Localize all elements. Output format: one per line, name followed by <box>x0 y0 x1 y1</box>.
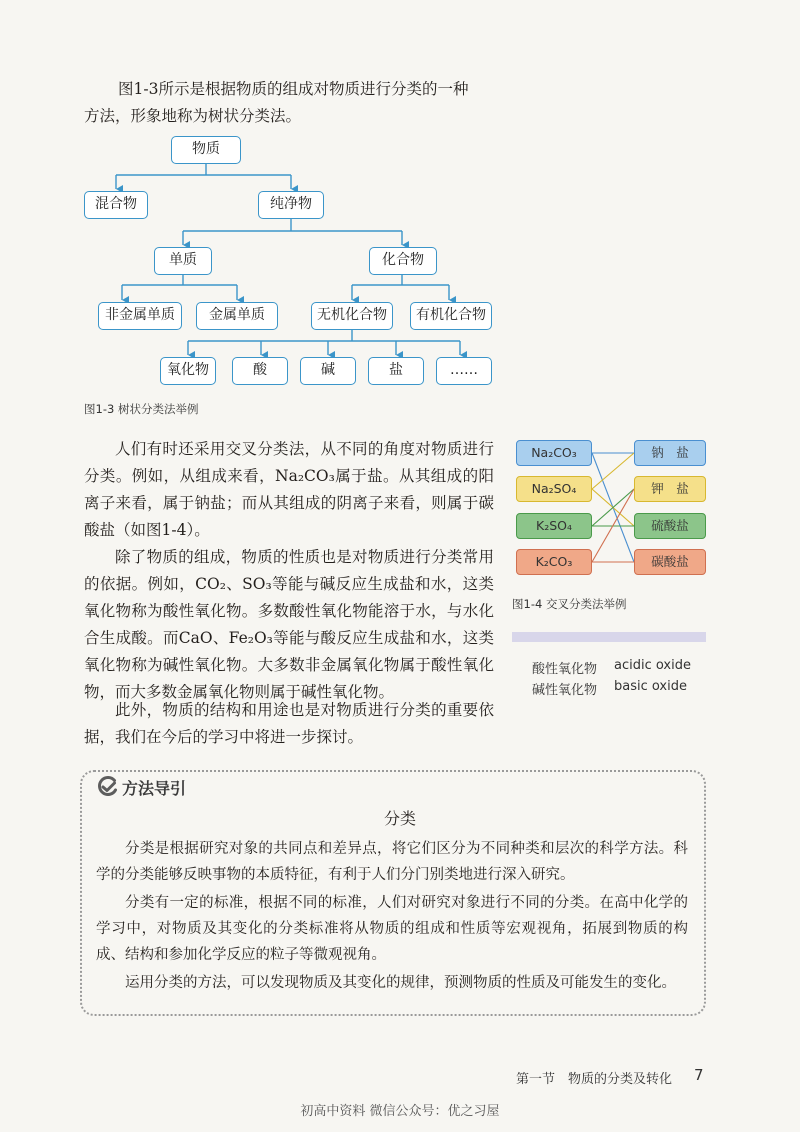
figure-1-4-caption: 图1-4 交叉分类法举例 <box>512 597 627 611</box>
formula-box-k2so4: K₂SO₄ <box>516 513 592 539</box>
tree-node-mixture: 混合物 <box>84 191 148 219</box>
tree-node-metal-element: 金属单质 <box>196 302 278 330</box>
method-guide-label: 方法导引 <box>122 779 187 798</box>
glossary-basic-cn: 碱性氧化物 <box>532 683 598 698</box>
tree-node-organic-compound: 有机化合物 <box>410 302 492 330</box>
class-box-carbonate: 碳酸盐 <box>634 549 706 575</box>
glossary-basic-en: basic oxide <box>614 679 687 694</box>
tree-node-nonmetal-element: 非金属单质 <box>98 302 182 330</box>
class-box-potassium-salt: 钾 盐 <box>634 476 706 502</box>
glossary-bar <box>512 632 706 642</box>
tree-node-substance: 物质 <box>171 136 241 164</box>
tree-node-salt: 盐 <box>368 357 424 385</box>
class-box-sodium-salt: 钠 盐 <box>634 440 706 466</box>
tree-node-oxide: 氧化物 <box>160 357 216 385</box>
figure-1-3-caption: 图1-3 树状分类法举例 <box>84 402 199 416</box>
intro-line-2: 方法，形象地称为树状分类法。 <box>84 107 302 125</box>
formula-box-na2co3: Na₂CO₃ <box>516 440 592 466</box>
tree-node-compound: 化合物 <box>369 247 437 275</box>
tree-node-acid: 酸 <box>232 357 288 385</box>
paragraph-oxide-classification: 除了物质的组成，物质的性质也是对物质进行分类常用的依据。例如，CO₂、SO₃等能与碱反应生成盐和水，这类氧化物称为酸性氧化物。多数酸性氧化物能溶于水，与水化合生成酸。而CaO、Fe₂O₃等能与酸反应生成盐和水，这类氧化物称为碱性氧化物。大多数非金属氧化物属于酸性氧化物，而大多数金属氧化物则属于碱性氧化物。 <box>84 548 494 701</box>
footer-section-title: 第一节 物质的分类及转化 <box>516 1072 673 1087</box>
tree-connectors <box>80 130 520 390</box>
tree-node-inorganic-compound: 无机化合物 <box>311 302 393 330</box>
paragraph-structure-usage: 此外，物质的结构和用途也是对物质进行分类的重要依据，我们在今后的学习中将进一步探讨。 <box>84 701 494 746</box>
formula-box-k2co3: K₂CO₃ <box>516 549 592 575</box>
method-paragraph-2: 分类有一定的标准，根据不同的标准，人们对研究对象进行不同的分类。在高中化学的学习中，对物质及其变化的分类标准将从物质的组成和性质等宏观视角，拓展到物质的构成、结构和参加化学反应的粒子等微观视角。 <box>96 895 688 963</box>
tree-node-element: 单质 <box>154 247 212 275</box>
method-paragraph-1: 分类是根据研究对象的共同点和差异点，将它们区分为不同种类和层次的科学方法。科学的分类能够反映事物的本质特征，有利于人们分门别类地进行深入研究。 <box>96 841 688 883</box>
footer-watermark: 初高中资料 微信公众号：优之习屋 <box>300 1104 500 1119</box>
glossary-acidic-en: acidic oxide <box>614 658 691 673</box>
tree-node-pure-substance: 纯净物 <box>258 191 324 219</box>
tree-node-etc: …… <box>436 357 492 385</box>
intro-line-1: 图1-3所示是根据物质的组成对物质进行分类的一种 <box>118 80 469 98</box>
method-guide-icon <box>96 774 120 798</box>
tree-node-base: 碱 <box>300 357 356 385</box>
method-paragraph-3: 运用分类的方法，可以发现物质及其变化的规律，预测物质的性质及可能发生的变化。 <box>125 975 676 991</box>
glossary-acidic-cn: 酸性氧化物 <box>532 662 598 677</box>
formula-box-na2so4: Na₂SO₄ <box>516 476 592 502</box>
paragraph-cross-classification: 人们有时还采用交叉分类法，从不同的角度对物质进行分类。例如，从组成来看，Na₂CO₃属于盐。从其组成的阳离子来看，属于钠盐；而从其组成的阴离子来看，则属于碳酸盐（如图1-4）。 <box>84 440 494 539</box>
class-box-sulfate: 硫酸盐 <box>634 513 706 539</box>
footer-page-number: 7 <box>694 1066 704 1084</box>
method-heading: 分类 <box>383 809 416 828</box>
